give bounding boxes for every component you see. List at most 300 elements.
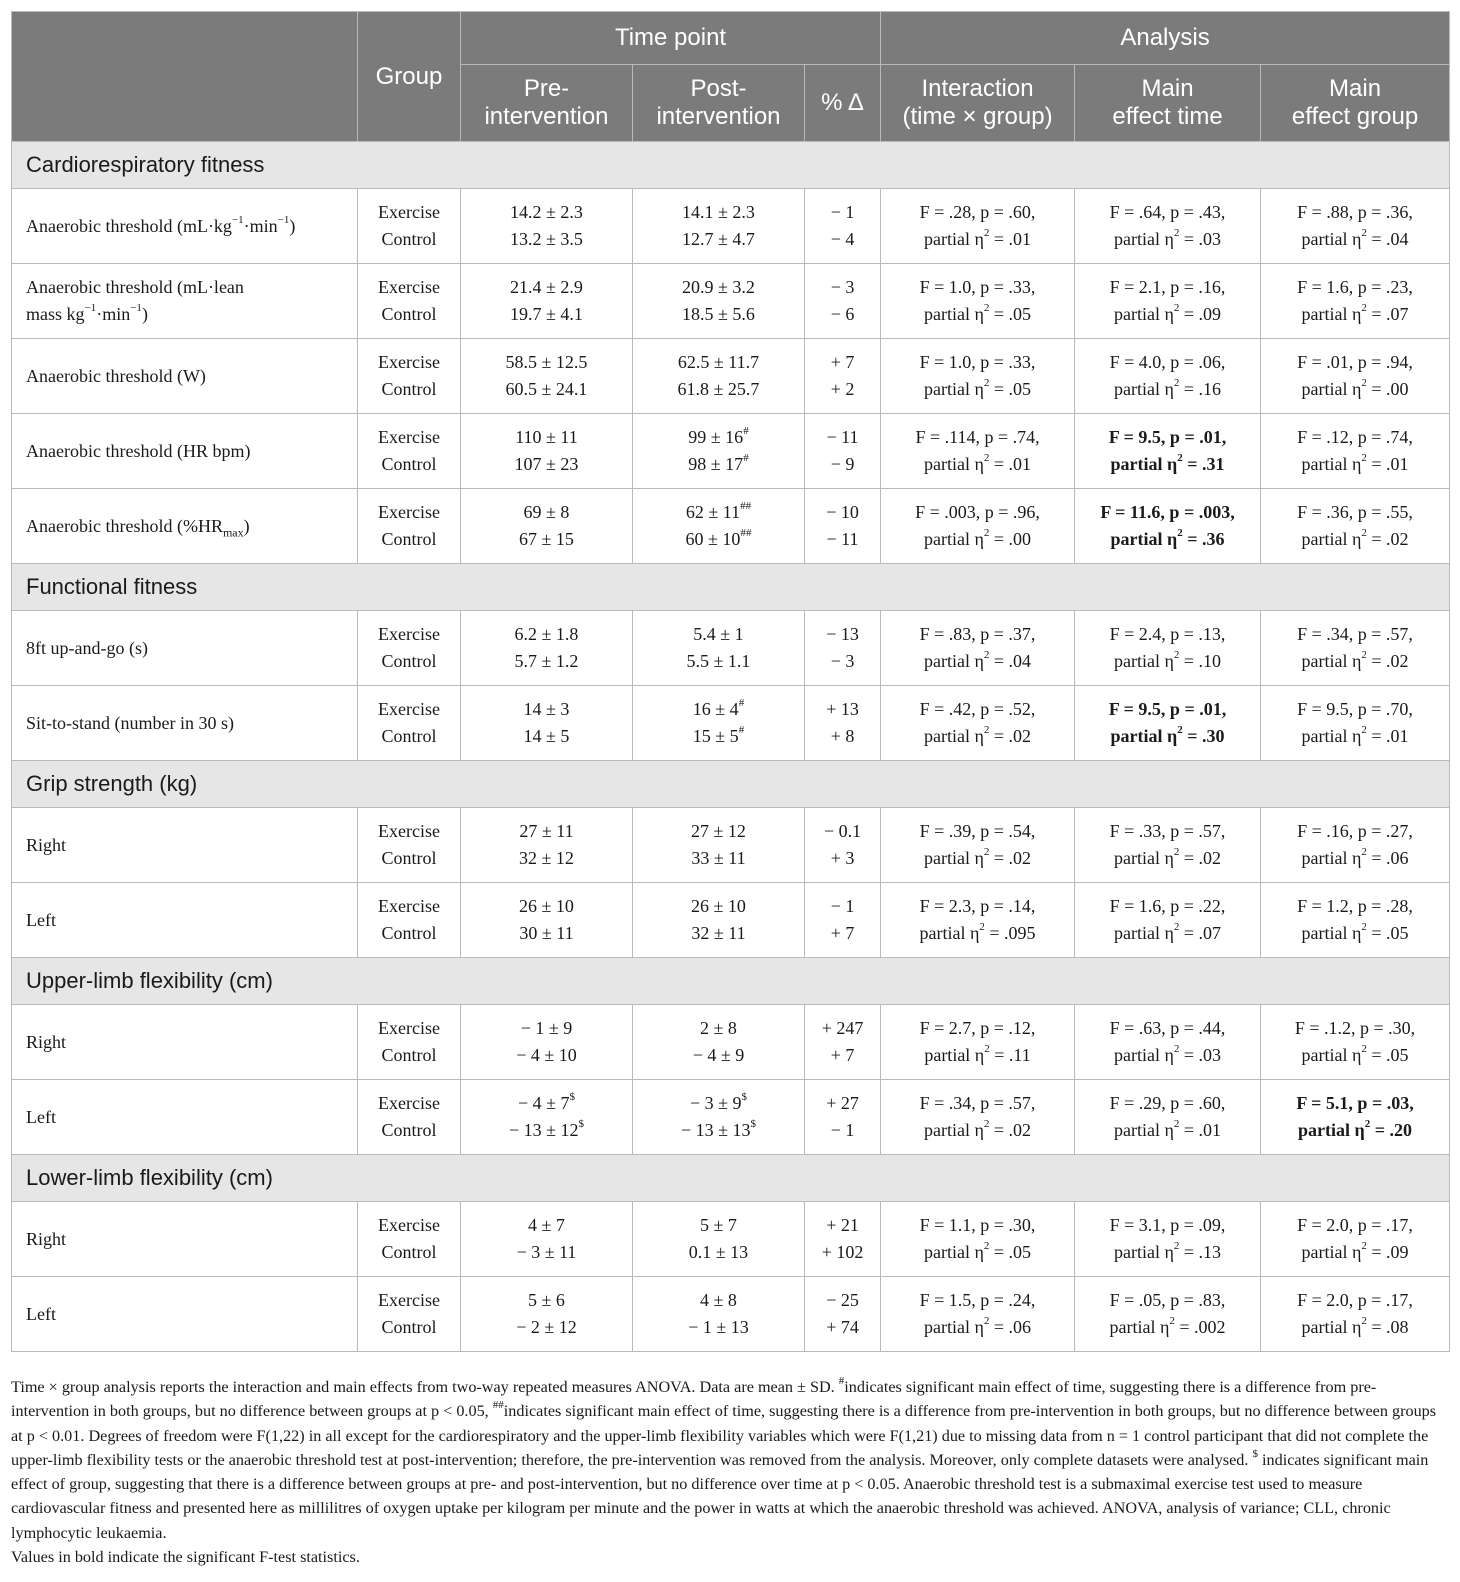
- eta-value: .07: [1198, 923, 1222, 943]
- squared-sup: 2: [1361, 1240, 1367, 1252]
- pct-control-value: − 6: [830, 304, 855, 324]
- squared-sup: 2: [1361, 921, 1367, 933]
- pre-cell: [461, 339, 633, 414]
- squared-sup: 2: [1361, 377, 1367, 389]
- group-effect-cell: [1261, 808, 1450, 883]
- percent-cell: [805, 189, 881, 264]
- squared-sup: 2: [983, 1240, 990, 1252]
- header-time-point: Time point: [461, 12, 881, 65]
- eta-value: .07: [1386, 304, 1409, 324]
- f-stat: F = 9.5, p = .01,: [1108, 699, 1227, 719]
- pre-exercise-value: 6.2 ± 1.8: [514, 624, 579, 644]
- equals-sign: =: [989, 1317, 1009, 1337]
- f-stat: F = .83, p = .37,: [919, 624, 1036, 644]
- post-cell: [633, 808, 805, 883]
- partial-eta-label: partial η: [924, 1242, 984, 1262]
- group-effect-cell: [1261, 489, 1450, 564]
- post-control-value: 18.5 ± 5.6: [682, 304, 755, 324]
- partial-eta-label: partial η: [1301, 651, 1362, 671]
- post-exercise-value: 20.9 ± 3.2: [682, 277, 755, 297]
- row-label: Right: [12, 1202, 358, 1277]
- pct-control-value: + 8: [830, 726, 855, 746]
- pct-exercise-value: − 10: [826, 502, 859, 522]
- pre-control-value: 19.7 ± 4.1: [510, 304, 583, 324]
- eta-value: .01: [1386, 454, 1409, 474]
- table-row: [12, 686, 1450, 761]
- section-row: [12, 142, 1450, 189]
- post-cell: [633, 339, 805, 414]
- row-label: Anaerobic threshold (W): [12, 339, 358, 414]
- squared-sup: 2: [1173, 846, 1180, 858]
- eta-value: .09: [1386, 1242, 1409, 1262]
- header-pre-line2: intervention: [484, 103, 609, 130]
- group-cell: [358, 339, 461, 414]
- equals-sign: =: [1370, 1120, 1390, 1140]
- time-effect-cell: [1075, 1005, 1261, 1080]
- pct-exercise-value: − 1: [830, 896, 855, 916]
- pre-control-value: 30 ± 11: [519, 923, 574, 943]
- pre-exercise-value: 26 ± 10: [519, 896, 574, 916]
- eta-value: .08: [1386, 1317, 1409, 1337]
- label-text: mass kg: [26, 304, 85, 324]
- section-grip: Grip strength (kg): [12, 761, 1450, 808]
- group-exercise: Exercise: [378, 896, 440, 916]
- double-hash-marker: ##: [492, 1398, 504, 1411]
- header-met-line2: effect time: [1112, 103, 1223, 130]
- equals-sign: =: [1366, 1242, 1387, 1262]
- group-control: Control: [381, 726, 437, 746]
- f-stat: F = .88, p = .36,: [1297, 202, 1413, 222]
- partial-eta-label: partial η: [1114, 848, 1174, 868]
- post-cell: [633, 611, 805, 686]
- time-effect-cell: [1075, 1277, 1261, 1352]
- partial-eta-label: partial η: [924, 848, 984, 868]
- f-stat: F = .39, p = .54,: [919, 821, 1036, 841]
- pre-exercise-value: 110 ± 11: [515, 427, 578, 447]
- equals-sign: =: [1366, 1317, 1387, 1337]
- header-interaction-line1: Interaction: [921, 75, 1034, 102]
- percent-cell: [805, 1202, 881, 1277]
- post-cell: [633, 686, 805, 761]
- equals-sign: =: [989, 304, 1009, 324]
- percent-cell: [805, 339, 881, 414]
- squared-sup: 2: [1361, 227, 1367, 239]
- group-control: Control: [381, 529, 437, 549]
- time-effect-cell: [1075, 686, 1261, 761]
- partial-eta-label: partial η: [924, 529, 984, 549]
- footnote-text: indicates significant main effect of time, suggesting there is a difference from pre-intervention in both groups, but no difference between groups at p < 0.01. Degrees of freedom were F(1,22) in all except for the cardiorespiratory and the upper-limb flexibility variables which were F(1,21) due to missing data from n = 1 control participant that did not complete the upper-limb flexibility tests or the anaerobic threshold test at post-intervention; therefore, the pre-intervention was removed from the analysis. Moreover, only complete datasets were analysed.: [11, 1402, 1437, 1469]
- eta-value: .02: [1386, 651, 1409, 671]
- pct-control-value: + 3: [830, 848, 855, 868]
- f-stat: F = 1.0, p = .33,: [919, 277, 1036, 297]
- squared-sup: 2: [983, 452, 990, 464]
- squared-sup: 2: [1173, 302, 1180, 314]
- dollar-marker: $: [1252, 1447, 1258, 1460]
- eta-value: .11: [1008, 1045, 1031, 1065]
- f-stat: F = 2.3, p = .14,: [919, 896, 1036, 916]
- row-label: Sit-to-stand (number in 30 s): [12, 686, 358, 761]
- group-control: Control: [381, 304, 437, 324]
- dollar-marker: $: [569, 1091, 576, 1103]
- section-upper-limb: Upper-limb flexibility (cm): [12, 958, 1450, 1005]
- f-stat: F = .1.2, p = .30,: [1294, 1018, 1416, 1038]
- interaction-cell: [881, 1005, 1075, 1080]
- group-exercise: Exercise: [378, 1290, 440, 1310]
- eta-value: .06: [1386, 848, 1409, 868]
- header-empty-cell: [12, 12, 358, 142]
- equals-sign: =: [1366, 651, 1387, 671]
- eta-value: .02: [1008, 726, 1032, 746]
- pre-control-value: − 3 ± 11: [516, 1242, 577, 1262]
- eta-value: .01: [1198, 1120, 1222, 1140]
- squared-sup: 2: [1173, 921, 1180, 933]
- post-exercise-value: 5.4 ± 1: [693, 624, 744, 644]
- pre-cell: [461, 1080, 633, 1155]
- equals-sign: =: [1179, 923, 1199, 943]
- pre-cell: [461, 489, 633, 564]
- squared-sup: 2: [1173, 1240, 1180, 1252]
- pre-cell: [461, 1005, 633, 1080]
- eta-value: .31: [1202, 454, 1225, 474]
- equals-sign: =: [1366, 304, 1387, 324]
- squared-sup: 2: [1173, 1043, 1180, 1055]
- post-control-value: 12.7 ± 4.7: [682, 229, 755, 249]
- squared-sup: 2: [983, 846, 990, 858]
- partial-eta-label: partial η: [1114, 1045, 1174, 1065]
- equals-sign: =: [989, 379, 1009, 399]
- f-stat: F = .36, p = .55,: [1297, 502, 1413, 522]
- table-row: [12, 489, 1450, 564]
- group-control: Control: [381, 651, 437, 671]
- header-percent-change: % Δ: [805, 65, 881, 142]
- post-control-value: 32 ± 11: [691, 923, 746, 943]
- label-text: ·min: [243, 215, 278, 236]
- post-cell: [633, 1202, 805, 1277]
- pct-control-value: − 11: [826, 529, 859, 549]
- f-stat: F = .12, p = .74,: [1297, 427, 1413, 447]
- percent-cell: [805, 1277, 881, 1352]
- partial-eta-label: partial η: [924, 229, 984, 249]
- dollar-marker: $: [750, 1118, 757, 1130]
- eta-value: .02: [1008, 848, 1032, 868]
- group-cell: [358, 1277, 461, 1352]
- interaction-cell: [881, 883, 1075, 958]
- row-label: [12, 264, 358, 339]
- pct-exercise-value: + 21: [826, 1215, 859, 1235]
- partial-eta-label: partial η: [1109, 1317, 1170, 1337]
- equals-sign: =: [1174, 1317, 1195, 1337]
- row-label: Left: [12, 1080, 358, 1155]
- squared-sup: 2: [983, 227, 990, 239]
- partial-eta-label: partial η: [919, 923, 980, 943]
- label-text: ·min: [96, 304, 131, 324]
- interaction-cell: [881, 414, 1075, 489]
- eta-value: .01: [1008, 454, 1032, 474]
- pct-control-value: − 1: [830, 1120, 855, 1140]
- group-exercise: Exercise: [378, 1093, 440, 1113]
- post-control-value: 5.5 ± 1.1: [686, 651, 751, 671]
- table-row: [12, 414, 1450, 489]
- partial-eta-label: partial η: [1301, 1242, 1362, 1262]
- equals-sign: =: [1179, 1242, 1199, 1262]
- squared-sup: 2: [1169, 1315, 1175, 1327]
- header-group: Group: [358, 12, 461, 142]
- squared-sup: 2: [1361, 846, 1367, 858]
- pct-control-value: + 7: [830, 923, 855, 943]
- equals-sign: =: [989, 229, 1009, 249]
- table-footnote: [11, 1375, 1451, 1569]
- group-exercise: Exercise: [378, 624, 440, 644]
- interaction-cell: [881, 489, 1075, 564]
- group-control: Control: [381, 454, 437, 474]
- post-cell: [633, 883, 805, 958]
- partial-eta-label: partial η: [1110, 454, 1178, 474]
- header-main-effect-time: [1075, 65, 1261, 142]
- label-superscript: −1: [231, 213, 244, 226]
- partial-eta-label: partial η: [1110, 529, 1178, 549]
- post-control-value: − 1 ± 13: [688, 1317, 749, 1337]
- eta-value: .13: [1198, 1242, 1222, 1262]
- header-interaction: [881, 65, 1075, 142]
- table-row: [12, 1277, 1450, 1352]
- time-effect-cell: [1075, 1080, 1261, 1155]
- pre-exercise-value: 58.5 ± 12.5: [505, 352, 588, 372]
- group-cell: [358, 1202, 461, 1277]
- pre-control-value: 107 ± 23: [514, 454, 579, 474]
- pct-control-value: − 3: [830, 651, 855, 671]
- group-effect-cell: [1261, 883, 1450, 958]
- pct-exercise-value: − 1: [830, 202, 855, 222]
- eta-value: .03: [1198, 1045, 1222, 1065]
- squared-sup: 2: [979, 921, 985, 933]
- eta-value: .002: [1194, 1317, 1226, 1337]
- hash-marker: #: [743, 452, 749, 464]
- f-stat: F = 11.6, p = .003,: [1100, 502, 1235, 522]
- eta-value: .00: [1008, 529, 1032, 549]
- hash-marker: #: [738, 724, 745, 736]
- squared-sup: 2: [1361, 452, 1367, 464]
- eta-value: .04: [1386, 229, 1409, 249]
- partial-eta-label: partial η: [1301, 529, 1362, 549]
- partial-eta-label: partial η: [1114, 651, 1174, 671]
- post-cell: [633, 189, 805, 264]
- pre-control-value: 60.5 ± 24.1: [505, 379, 588, 399]
- label-subscript: max: [222, 525, 244, 540]
- group-exercise: Exercise: [378, 1215, 440, 1235]
- table-header: [12, 12, 1450, 142]
- f-stat: F = 1.6, p = .22,: [1109, 896, 1226, 916]
- table-row: [12, 1005, 1450, 1080]
- post-exercise-value: 62 ± 11: [685, 502, 741, 522]
- post-exercise-value: 62.5 ± 11.7: [677, 352, 760, 372]
- equals-sign: =: [1179, 229, 1199, 249]
- eta-value: .05: [1008, 379, 1032, 399]
- equals-sign: =: [1179, 379, 1199, 399]
- partial-eta-label: partial η: [924, 726, 984, 746]
- table-row: [12, 264, 1450, 339]
- f-stat: F = 1.0, p = .33,: [919, 352, 1036, 372]
- interaction-cell: [881, 808, 1075, 883]
- partial-eta-label: partial η: [1114, 379, 1174, 399]
- f-stat: F = 2.1, p = .16,: [1109, 277, 1226, 297]
- squared-sup: 2: [1364, 1118, 1371, 1130]
- pct-exercise-value: + 27: [826, 1093, 859, 1113]
- group-control: Control: [381, 1317, 437, 1337]
- f-stat: F = 9.5, p = .70,: [1297, 699, 1413, 719]
- equals-sign: =: [989, 1120, 1009, 1140]
- time-effect-cell: [1075, 611, 1261, 686]
- interaction-cell: [881, 189, 1075, 264]
- squared-sup: 2: [1361, 302, 1367, 314]
- section-row: [12, 564, 1450, 611]
- equals-sign: =: [989, 1242, 1009, 1262]
- group-effect-cell: [1261, 1080, 1450, 1155]
- f-stat: F = 2.0, p = .17,: [1297, 1290, 1413, 1310]
- time-effect-cell: [1075, 264, 1261, 339]
- squared-sup: 2: [1361, 527, 1367, 539]
- header-post-intervention: [633, 65, 805, 142]
- double-hash-marker: ##: [740, 527, 752, 539]
- pre-control-value: − 13 ± 12: [508, 1120, 579, 1140]
- header-post-line1: Post-: [690, 75, 747, 102]
- pre-exercise-value: 69 ± 8: [523, 502, 570, 522]
- interaction-cell: [881, 1202, 1075, 1277]
- partial-eta-label: partial η: [1301, 1317, 1362, 1337]
- partial-eta-label: partial η: [1114, 923, 1174, 943]
- partial-eta-label: partial η: [1110, 726, 1178, 746]
- equals-sign: =: [1182, 529, 1203, 549]
- group-effect-cell: [1261, 611, 1450, 686]
- f-stat: F = .003, p = .96,: [915, 502, 1040, 522]
- header-pre-intervention: [461, 65, 633, 142]
- pre-exercise-value: − 1 ± 9: [520, 1018, 573, 1038]
- group-effect-cell: [1261, 686, 1450, 761]
- post-exercise-value: 16 ± 4: [692, 699, 739, 719]
- group-effect-cell: [1261, 1202, 1450, 1277]
- post-cell: [633, 489, 805, 564]
- squared-sup: 2: [983, 377, 990, 389]
- eta-value: .06: [1008, 1317, 1032, 1337]
- pct-control-value: − 9: [830, 454, 855, 474]
- partial-eta-label: partial η: [1301, 304, 1362, 324]
- pre-exercise-value: 4 ± 7: [528, 1215, 565, 1235]
- header-met-line1: Main: [1141, 75, 1194, 102]
- post-control-value: 0.1 ± 13: [688, 1242, 749, 1262]
- pct-control-value: + 2: [830, 379, 855, 399]
- partial-eta-label: partial η: [924, 304, 984, 324]
- pre-exercise-value: 14 ± 3: [523, 699, 570, 719]
- group-cell: [358, 883, 461, 958]
- partial-eta-label: partial η: [924, 651, 984, 671]
- f-stat: F = 4.0, p = .06,: [1109, 352, 1226, 372]
- eta-value: .01: [1386, 726, 1409, 746]
- time-effect-cell: [1075, 339, 1261, 414]
- f-stat: F = .33, p = .57,: [1109, 821, 1226, 841]
- post-cell: [633, 264, 805, 339]
- partial-eta-label: partial η: [1301, 379, 1362, 399]
- squared-sup: 2: [1361, 1315, 1367, 1327]
- post-exercise-value: 14.1 ± 2.3: [682, 202, 755, 222]
- equals-sign: =: [989, 651, 1009, 671]
- group-effect-cell: [1261, 414, 1450, 489]
- hash-marker: #: [838, 1374, 845, 1387]
- group-cell: [358, 611, 461, 686]
- section-lower-limb: Lower-limb flexibility (cm): [12, 1155, 1450, 1202]
- percent-cell: [805, 264, 881, 339]
- pre-cell: [461, 414, 633, 489]
- table-body: [12, 142, 1450, 1352]
- label-superscript: −1: [84, 302, 97, 314]
- f-stat: F = .01, p = .94,: [1297, 352, 1413, 372]
- eta-value: .01: [1008, 229, 1032, 249]
- group-control: Control: [381, 1120, 437, 1140]
- percent-cell: [805, 808, 881, 883]
- pre-control-value: − 2 ± 12: [516, 1317, 577, 1337]
- time-effect-cell: [1075, 489, 1261, 564]
- label-text: ): [243, 515, 250, 536]
- time-effect-cell: [1075, 808, 1261, 883]
- post-exercise-value: 26 ± 10: [691, 896, 746, 916]
- equals-sign: =: [1179, 1045, 1199, 1065]
- label-text: Anaerobic threshold (%HR: [26, 515, 223, 536]
- label-superscript: −1: [130, 302, 142, 314]
- equals-sign: =: [989, 1045, 1009, 1065]
- pct-control-value: − 4: [830, 229, 855, 249]
- header-interaction-line2: (time × group): [902, 103, 1053, 130]
- partial-eta-label: partial η: [1301, 454, 1362, 474]
- post-cell: [633, 1277, 805, 1352]
- eta-value: .36: [1202, 529, 1225, 549]
- squared-sup: 2: [1173, 649, 1180, 661]
- group-effect-cell: [1261, 1277, 1450, 1352]
- post-control-value: − 13 ± 13: [680, 1120, 751, 1140]
- interaction-cell: [881, 1277, 1075, 1352]
- pre-exercise-value: 27 ± 11: [519, 821, 574, 841]
- row-label: Left: [12, 883, 358, 958]
- hash-marker: #: [738, 697, 745, 709]
- f-stat: F = .34, p = .57,: [1297, 624, 1413, 644]
- group-exercise: Exercise: [378, 427, 440, 447]
- eta-value: .09: [1198, 304, 1222, 324]
- equals-sign: =: [1366, 529, 1387, 549]
- table-row: [12, 611, 1450, 686]
- squared-sup: 2: [1173, 227, 1180, 239]
- equals-sign: =: [1366, 379, 1387, 399]
- eta-value: .16: [1198, 379, 1222, 399]
- pct-control-value: + 102: [821, 1242, 864, 1262]
- squared-sup: 2: [1361, 724, 1367, 736]
- interaction-cell: [881, 339, 1075, 414]
- header-analysis: Analysis: [881, 12, 1450, 65]
- eta-value: .05: [1386, 1045, 1409, 1065]
- header-meg-line1: Main: [1329, 75, 1382, 102]
- percent-cell: [805, 1005, 881, 1080]
- post-control-value: − 4 ± 9: [692, 1045, 745, 1065]
- section-row: [12, 958, 1450, 1005]
- pct-control-value: + 74: [826, 1317, 859, 1337]
- equals-sign: =: [989, 454, 1009, 474]
- pre-cell: [461, 1277, 633, 1352]
- interaction-cell: [881, 1080, 1075, 1155]
- partial-eta-label: partial η: [1301, 923, 1362, 943]
- percent-cell: [805, 489, 881, 564]
- squared-sup: 2: [1361, 1043, 1367, 1055]
- equals-sign: =: [989, 726, 1009, 746]
- interaction-cell: [881, 264, 1075, 339]
- row-label: 8ft up-and-go (s): [12, 611, 358, 686]
- eta-value: .00: [1386, 379, 1409, 399]
- eta-value: .095: [1004, 923, 1036, 943]
